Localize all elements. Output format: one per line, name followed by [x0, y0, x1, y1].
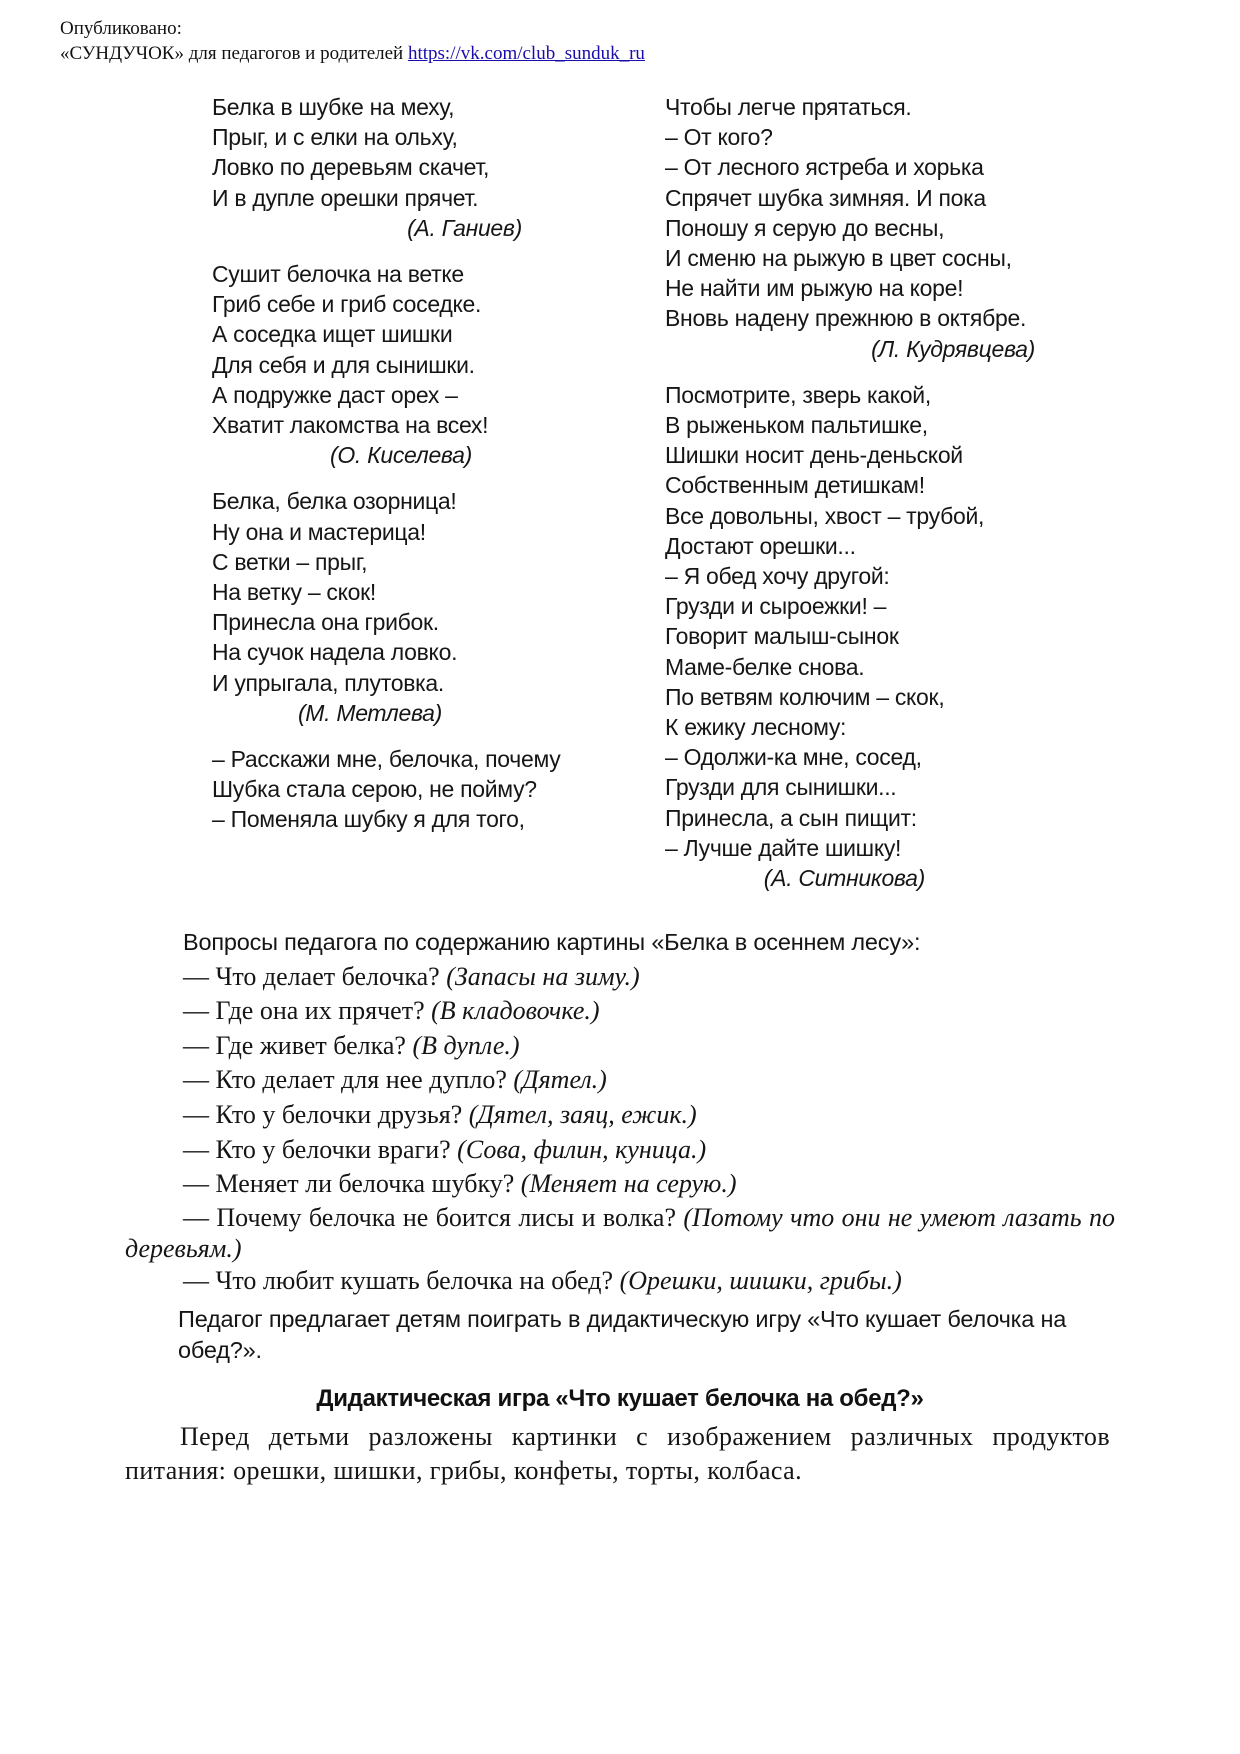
- poems-right-column: [665, 92, 1105, 909]
- poem-author: (Л. Кудрявцева): [871, 335, 1035, 362]
- questions-intro: Вопросы педагога по содержанию картины «Белка в осеннем лесу»:: [183, 929, 921, 955]
- poem: [665, 92, 1105, 364]
- source-name: «СУНДУЧОК» для педагогов и родителей: [60, 43, 404, 64]
- poem-line: Шишки носит день-деньской: [665, 442, 963, 469]
- poem-line: Прыг, и с елки на ольху,: [212, 124, 458, 151]
- poem-line: Гриб себе и гриб соседке.: [212, 291, 482, 318]
- poem-line: Собственным детишкам!: [665, 472, 925, 499]
- question-item: [125, 960, 1115, 995]
- question-item: [125, 1133, 1115, 1168]
- source-line: [60, 41, 645, 66]
- poem-author: (А. Ганиев): [407, 214, 522, 241]
- poem-author: (А. Ситникова): [763, 865, 925, 892]
- question-item: [125, 1063, 1115, 1098]
- poem-line: На сучок надела ловко.: [212, 639, 458, 666]
- game-description: Перед детьми разложены картинки с изображением различных продуктов питания: орешки, шишки, грибы, конфеты, торты, колбаса.: [125, 1422, 1110, 1485]
- poem-line: – Лучше дайте шишку!: [665, 834, 902, 861]
- question-text: — Почему белочка не боится лисы и волка?: [183, 1202, 676, 1232]
- poems-left-column: [212, 92, 612, 851]
- poem-author: (М. Метлева): [297, 699, 442, 726]
- answer-text: (Дятел, заяц, ежик.): [468, 1099, 697, 1129]
- question-item: [125, 994, 1115, 1029]
- question-text: — Где она их прячет?: [183, 996, 425, 1026]
- poem-line: Спрячет шубка зимняя. И пока: [665, 184, 986, 211]
- answer-text: (Сова, филин, куница.): [457, 1134, 707, 1164]
- poem-line: И упрыгала, плутовка.: [212, 669, 444, 696]
- question-text: — Где живет белка?: [183, 1030, 406, 1060]
- poem-line: – Я обед хочу другой:: [665, 563, 890, 590]
- poem-line: Принесла, а сын пищит:: [665, 804, 917, 831]
- question-text: — Кто делает для нее дупло?: [183, 1065, 507, 1095]
- page-header: [60, 16, 645, 66]
- poem: [212, 744, 612, 835]
- poem-line: – Поменяла шубку я для того,: [212, 806, 525, 833]
- game-title: Дидактическая игра «Что кушает белочка на обед?»: [316, 1385, 924, 1412]
- question-item: [125, 1029, 1115, 1064]
- poem-line: На ветку – скок!: [212, 579, 376, 606]
- question-item: [125, 1167, 1115, 1202]
- question-text: — Что делает белочка?: [183, 961, 440, 991]
- poem-line: Грузди и сыроежки! –: [665, 593, 887, 620]
- poem-line: Поношу я серую до весны,: [665, 214, 945, 241]
- question-text: — Что любит кушать белочка на обед?: [183, 1265, 614, 1295]
- poem-line: Не найти им рыжую на коре!: [665, 275, 964, 302]
- question-text: — Кто у белочки друзья?: [183, 1099, 463, 1129]
- question-item: [125, 1264, 1115, 1299]
- question-text: — Кто у белочки враги?: [183, 1134, 451, 1164]
- poem-line: По ветвям колючим – скок,: [665, 683, 945, 710]
- poem-line: Белка в шубке на меху,: [212, 94, 455, 120]
- teacher-proposal: Педагог предлагает детям поиграть в дидактическую игру «Что кушает белочка на обед?».: [178, 1306, 1067, 1364]
- poem-line: Все довольны, хвост – трубой,: [665, 502, 985, 529]
- poem-line: Грузди для сынишки...: [665, 774, 897, 801]
- poem-line: В рыженьком пальтишке,: [665, 412, 928, 439]
- poem-line: Маме-белке снова.: [665, 653, 865, 680]
- poem-line: – От кого?: [665, 124, 773, 151]
- question-item: [125, 1098, 1115, 1133]
- poem-author: (О. Киселева): [329, 442, 472, 469]
- answer-text: (В дупле.): [412, 1030, 520, 1060]
- poem-line: – От лесного ястреба и хорька: [665, 154, 984, 181]
- poem-line: Ну она и мастерица!: [212, 518, 426, 545]
- answer-text: (В кладовочке.): [431, 996, 600, 1026]
- poem: [665, 380, 1105, 893]
- poem-line: – Расскажи мне, белочка, почему: [212, 746, 561, 773]
- poem-line: Говорит малыш-сынок: [665, 623, 899, 650]
- answer-text: (Меняет на серую.): [520, 1169, 737, 1199]
- question-item: [125, 1202, 1115, 1264]
- poem-line: Принесла она грибок.: [212, 609, 439, 636]
- poem: [212, 486, 612, 728]
- source-link[interactable]: https://vk.com/club_sunduk_ru: [407, 43, 645, 64]
- published-label: Опубликовано:: [60, 18, 182, 39]
- poem-line: А соседка ищет шишки: [212, 321, 453, 348]
- poem-line: Шубка стала серою, не пойму?: [212, 776, 537, 803]
- poem-line: Для себя и для сынишки.: [212, 351, 475, 378]
- poem-line: Вновь надену прежнюю в октябре.: [665, 305, 1027, 332]
- poem-line: С ветки – прыг,: [212, 548, 368, 575]
- poem: [212, 259, 612, 470]
- poem-line: А подружке даст орех –: [212, 381, 458, 408]
- question-text: — Меняет ли белочка шубку?: [183, 1169, 515, 1199]
- poem-line: Хватит лакомства на всех!: [212, 412, 489, 439]
- poem-line: Ловко по деревьям скачет,: [212, 154, 490, 181]
- teacher-questions: [125, 925, 1115, 1366]
- poem-line: И в дупле орешки прячет.: [212, 184, 479, 211]
- answer-text: (Запасы на зиму.): [446, 961, 640, 991]
- answer-text: (Потому что они не умеют лазать по деревьям.): [125, 1202, 1115, 1263]
- poem-line: Сушит белочка на ветке: [212, 261, 464, 288]
- poem-line: Посмотрите, зверь какой,: [665, 381, 931, 408]
- poem-line: – Одолжи-ка мне, сосед,: [665, 744, 922, 771]
- poem-line: Белка, белка озорница!: [212, 488, 457, 515]
- answer-text: (Орешки, шишки, грибы.): [619, 1265, 902, 1295]
- poem-line: Чтобы легче прятаться.: [665, 94, 912, 120]
- poem: [212, 92, 612, 243]
- poem-line: К ежику лесному:: [665, 714, 847, 741]
- poem-line: Достают орешки...: [665, 532, 856, 559]
- poem-line: И сменю на рыжую в цвет сосны,: [665, 245, 1012, 272]
- answer-text: (Дятел.): [513, 1065, 607, 1095]
